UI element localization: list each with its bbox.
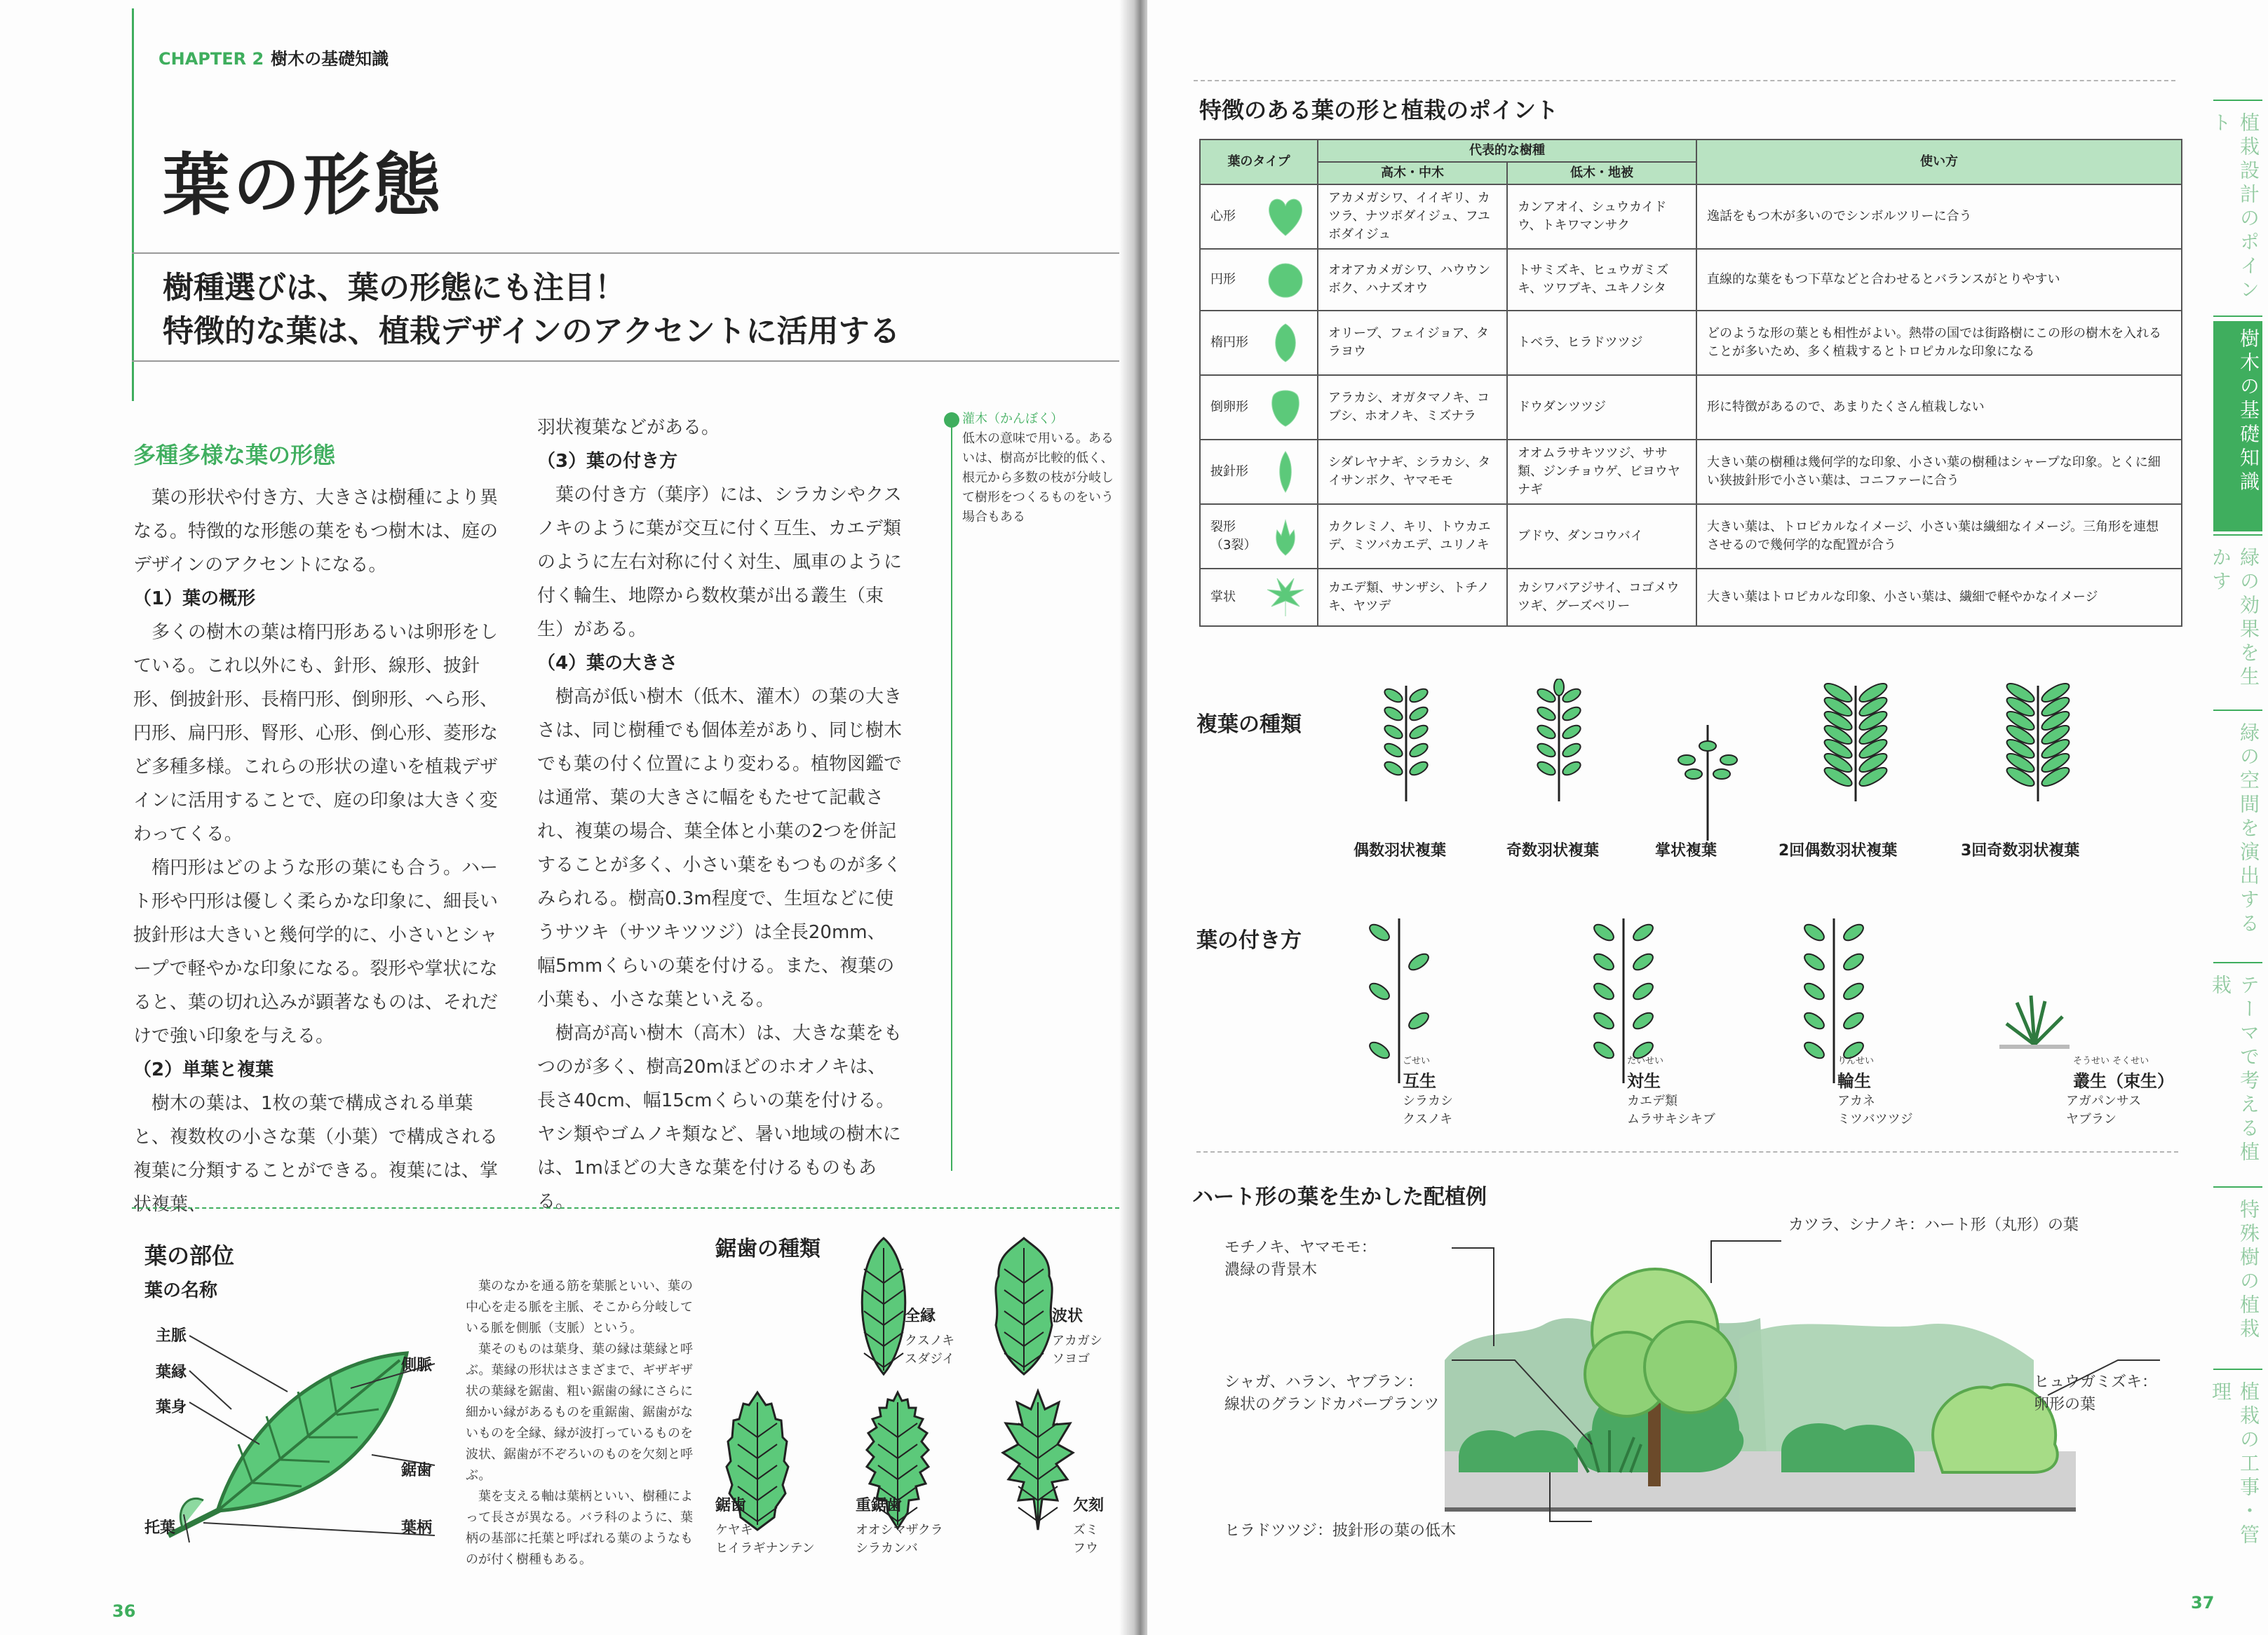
cell-use: 大きい葉の樹種は幾何学的な印象、小さい葉の樹種はシャープな印象。とくに細い狭披針形で小さい葉は、コニファーに合う: [1696, 440, 2182, 504]
label-petiole: 葉柄: [401, 1519, 433, 1537]
side-tab-separator: [2213, 534, 2262, 536]
leaf-type-wrap: [1210, 321, 1307, 365]
lead-line-2: 特徴的な葉は、植栽デザインのアクセントに活用する: [163, 313, 900, 349]
page-number-left: 36: [112, 1601, 136, 1621]
compound-leaf-icon: [1982, 679, 2094, 805]
header-representative: 代表的な樹種: [1318, 140, 1696, 162]
serration-leaf-icon: [996, 1388, 1080, 1535]
margin-note-dot: [944, 412, 959, 428]
body-paragraph: 樹木の葉は、1枚の葉で構成される単葉と、複数枚の小さな葉（小葉）で構成される複葉に分類することができる。複葉には、掌状複葉、: [133, 1093, 499, 1215]
compound-leaf-icon: [1669, 718, 1746, 844]
header-tall: 高木・中木: [1318, 162, 1507, 184]
serration-name: 欠刻: [1073, 1497, 1105, 1514]
cell-tall: カクレミノ、キリ、トウカエデ、ミツバカエデ、ユリノキ: [1318, 504, 1507, 569]
cell-use: 大きい葉はトロピカルな印象、小さい葉は、繊細で軽やかなイメージ: [1696, 569, 2182, 626]
side-tab-separator: [2213, 710, 2262, 711]
top-divider: [1194, 80, 2175, 81]
side-tab: 特殊樹の植栽: [2237, 1199, 2260, 1342]
compound-label: 奇数羽状複葉: [1506, 842, 1600, 860]
serration-examples: ケヤキ ヒイラギナンテン: [715, 1523, 815, 1556]
label-edge: 葉縁: [156, 1364, 187, 1381]
table-row: [1200, 440, 2182, 504]
body-paragraph: 多くの樹木の葉は楕円形あるいは卵形をしている。これ以外にも、針形、線形、披針形、倒披針形、長楕円形、倒卵形、へら形、円形、扁円形、腎形、心形、倒心形、菱形など多種多様。これらの形状の違いを植栽デザインに活用することで、庭の印象は大きく変わってくる。: [133, 622, 499, 845]
side-tab: 植栽の工事・管理: [2209, 1381, 2260, 1548]
cell-leaf-type: [1200, 311, 1318, 375]
leaf-type-name: 裂形 （3裂）: [1210, 520, 1257, 552]
table-row: [1200, 504, 2182, 569]
cell-tall: アカメガシワ、イイギリ、カツラ、ナツボダイジュ、フユボダイジュ: [1318, 184, 1507, 249]
cell-use: 大きい葉は、トロピカルなイメージ、小さい葉は繊細なイメージ。三角形を連想させるので幾何学的な配置が合う: [1696, 504, 2182, 569]
cell-low: カシワバアジサイ、コゴメウツギ、グーズベリー: [1507, 569, 1696, 626]
leaf-type-name: 心形: [1210, 209, 1236, 224]
body-paragraph: 楕円形はどのような形の葉にも合う。ハート形や円形は優しく柔らかな印象に、細長い披針形は大きいと幾何学的に、小さいとシャープで軽やかな印象になる。裂形や掌状になると、葉の切れ込みが顕著なものは、それだけで強い印象を与える。: [133, 857, 499, 1047]
cell-tall: カエデ類、サンザシ、トチノキ、ヤツデ: [1318, 569, 1507, 626]
margin-note-text: 低木の意味で用いる。あるいは、樹高が比較的低く、根元から多数の枝が分岐して樹形をつくるものをいう場合もある: [962, 431, 1114, 524]
cell-low: トベラ、ヒラドツツジ: [1507, 311, 1696, 375]
cell-tall: オオアカメガシワ、ハウウンボク、ハナズオウ: [1318, 249, 1507, 311]
arrangement-heading: 葉の付き方: [1196, 928, 1302, 953]
leaf-type-name: 披針形: [1210, 464, 1248, 479]
leaf-type-name: 円形: [1210, 272, 1236, 287]
cell-low: ドウダンツツジ: [1507, 375, 1696, 440]
parts-description: 葉のなかを通る筋を葉脈といい、葉の中心を走る脈を主脈、そこから分岐している脈を側脈（支脈）という。 葉そのものは葉身、葉の縁は葉縁と呼ぶ。葉縁の形状はさまざまで、ギザギザ状の葉縁を鋸歯、粗い鋸歯の縁にさらに細かい縁があるものを重鋸歯、鋸歯がないものを全縁、縁が波打っているものを波状、鋸歯が不ぞろいのものを欠刻と呼ぶ。 葉を支える軸は葉柄といい、樹種によって長さが異なる。バラ科のように、葉柄の基部に托葉と呼ばれる葉のようなものが付く樹種もある。: [466, 1279, 693, 1567]
table-heading: 特徴のある葉の形と植栽のポイント: [1199, 97, 1559, 123]
leaf-shape-icon: [1264, 195, 1307, 238]
body-subheading: （2）単葉と複葉: [133, 1059, 274, 1080]
chapter-header: [158, 45, 389, 69]
leaf-type-wrap: [1210, 258, 1307, 301]
arrangement-ruby: りんせい: [1837, 1056, 1875, 1066]
lower-box-divider: [132, 1207, 1119, 1209]
leaf-type-wrap: [1210, 576, 1307, 619]
chapter-title: 樹木の基礎知識: [271, 49, 389, 69]
cell-use: 直線的な葉をもつ下草などと合わせるとバランスがとりやすい: [1696, 249, 2182, 311]
body-paragraph: 葉の付き方（葉序）には、シラカシやクスノキのように葉が交互に付く互生、カエデ類のように左右対称に付く対生、風車のように付く輪生、地際から数枚葉が出る叢生（束生）がある。: [537, 484, 903, 640]
table-row: [1200, 184, 2182, 249]
leaf-shape-icon: [1264, 576, 1307, 619]
cell-tall: シダレヤナギ、シラカシ、タイサンボク、ヤマモモ: [1318, 440, 1507, 504]
body-subheading: （4）葉の大きさ: [537, 653, 678, 674]
parts-heading: 葉の部位: [144, 1242, 235, 1269]
body-paragraph: 羽状複葉などがある。: [537, 417, 720, 438]
compound-leaf-icon: [1800, 679, 1912, 805]
serration-examples: オオシマザクラ シラカンバ: [856, 1523, 943, 1556]
cell-leaf-type: [1200, 249, 1318, 311]
label-background-tree: モチノキ、ヤマモモ： 濃緑の背景木: [1224, 1239, 1377, 1279]
arrangement-ruby: たいせい: [1627, 1056, 1664, 1066]
leaf-shape-icon: [1264, 321, 1307, 365]
side-tab-separator: [2213, 100, 2262, 101]
arrangement-examples: シラカシ クスノキ: [1403, 1094, 1453, 1127]
leaf-type-wrap: [1210, 195, 1307, 238]
body-column-2: [537, 411, 902, 1219]
arrangement-ruby: ごせい: [1403, 1056, 1431, 1066]
label-stipule: 托葉: [144, 1519, 176, 1537]
cell-leaf-type: [1200, 569, 1318, 626]
label-ground-cover: シャガ、ハラン、ヤブラン： 線状のグランドカバープランツ: [1224, 1373, 1440, 1413]
label-side-vein: 側脈: [401, 1357, 433, 1374]
table-row: [1200, 569, 2182, 626]
margin-note-line: [951, 419, 952, 1171]
margin-note: [962, 409, 1118, 527]
margin-note-title: 灌木（かんぼく）: [962, 412, 1063, 426]
table-row: [1200, 249, 2182, 311]
serration-name: 鋸歯: [715, 1497, 747, 1514]
serration-examples: ズミ フウ: [1073, 1523, 1098, 1556]
lead-divider: [132, 360, 1119, 362]
leaf-shape-icon: [1264, 258, 1307, 301]
compound-leaf-icon: [1368, 679, 1445, 805]
chapter-label: CHAPTER 2: [158, 49, 264, 69]
page-title: 葉の形態: [163, 146, 443, 224]
cell-use: 形に特徴があるので、あまりたくさん植栽しない: [1696, 375, 2182, 440]
cell-low: オオムラサキツツジ、ササ類、ジンチョウゲ、ビヨウヤナギ: [1507, 440, 1696, 504]
compound-label: 2回偶数羽状複葉: [1778, 842, 1898, 860]
arrangement-examples: カエデ類 ムラサキシキブ: [1627, 1094, 1715, 1127]
side-tab-separator: [2213, 1369, 2262, 1370]
lead-text: [163, 266, 900, 353]
title-accent-line: [132, 8, 134, 401]
arrangement-name: 輪生: [1837, 1071, 1871, 1091]
planting-heading: ハート形の葉を生かした配植例: [1192, 1185, 1487, 1209]
side-tab-separator: [2213, 316, 2262, 317]
cell-low: カンアオイ、シュウカイドウ、トキワマンサク: [1507, 184, 1696, 249]
side-tab: 緑の効果を生かす: [2209, 547, 2260, 690]
cell-leaf-type: [1200, 375, 1318, 440]
header-usage: 使い方: [1696, 140, 2182, 184]
leaf-type-name: 楕円形: [1210, 335, 1248, 350]
cell-leaf-type: [1200, 440, 1318, 504]
cell-low: トサミズキ、ヒュウガミズキ、ツワブキ、ユキノシタ: [1507, 249, 1696, 311]
cell-low: ブドウ、ダンコウバイ: [1507, 504, 1696, 569]
arrangement-name: 互生: [1403, 1071, 1436, 1091]
cell-tall: アラカシ、オガタマノキ、コブシ、ホオノキ、ミズナラ: [1318, 375, 1507, 440]
serration-examples: クスノキ スダジイ: [905, 1334, 955, 1366]
body-subheading: （3）葉の付き方: [537, 451, 678, 472]
left-page: [0, 0, 1130, 1635]
compound-label: 掌状複葉: [1655, 842, 1717, 860]
leaf-shape-icon: [1264, 386, 1307, 429]
body-subheading: （1）葉の概形: [133, 588, 256, 609]
body-paragraph: 樹高が高い樹木（高木）は、大きな葉をもつのが多く、樹高20mほどのホオノキは、長さ40cm、幅15cmくらいの葉を付ける。ヤシ類やゴムノキ類など、暑い地域の樹木には、1mほどの大きな葉を付けるものもある。: [537, 1023, 903, 1212]
label-heart-leaf-tree: カツラ、シナノキ：ハート形（丸形）の葉: [1788, 1216, 2079, 1234]
leaf-type-name: 掌状: [1210, 590, 1236, 604]
leaf-type-wrap: [1210, 515, 1307, 558]
label-blade: 葉身: [156, 1399, 187, 1416]
side-tab-separator: [2213, 962, 2262, 963]
arrangement-name: 対生: [1627, 1071, 1661, 1091]
serration-name: 重鋸歯: [856, 1497, 903, 1514]
cell-use: 逸話をもつ木が多いのでシンボルツリーに合う: [1696, 184, 2182, 249]
serration-heading: 鋸歯の種類: [715, 1237, 821, 1261]
compound-leaf-icon: [1520, 679, 1598, 805]
cell-tall: オリーブ、フェイジョア、タラヨウ: [1318, 311, 1507, 375]
section-heading: 多種多様な葉の形態: [133, 442, 336, 468]
serration-name: 波状: [1052, 1308, 1084, 1325]
cell-leaf-type: [1200, 504, 1318, 569]
serration-examples: アカガシ ソヨゴ: [1052, 1334, 1102, 1366]
parts-subheading: 葉の名称: [144, 1280, 218, 1301]
header-leaf-type: 葉のタイプ: [1200, 140, 1318, 184]
label-main-vein: 主脈: [156, 1327, 187, 1345]
title-divider: [132, 252, 1119, 254]
serration-name: 全縁: [905, 1308, 936, 1325]
side-tab: テーマで考える植栽: [2209, 975, 2260, 1165]
lead-line-1: 樹種選びは、葉の形態にも注目！: [163, 270, 626, 306]
arrangement-name: 叢生（束生）: [2073, 1071, 2174, 1091]
leaf-shape-icon: [1264, 515, 1307, 558]
page-number-right: 37: [2191, 1593, 2215, 1613]
compound-heading: 複葉の種類: [1196, 712, 1302, 737]
leaf-type-name: 倒卵形: [1210, 400, 1248, 414]
cell-leaf-type: [1200, 184, 1318, 249]
side-tab: 植栽設計のポイント: [2209, 112, 2260, 303]
arrangement-examples: アカネ ミツバツツジ: [1837, 1094, 1913, 1127]
leaf-type-table: [1199, 139, 2182, 627]
compound-label: 3回奇数羽状複葉: [1961, 842, 2080, 860]
body-paragraph: 樹高が低い樹木（低木、灌木）の葉の大きさは、同じ樹種でも個体差があり、同じ樹木でも葉の付く位置により変わる。植物図鑑では通常、葉の大きさに幅をもたせて記載され、複葉の場合、葉全体と小葉の2つを併記することが多く、小さい葉をもつものが多くみられる。樹高0.3m程度で、生垣などに使うサツキ（サツキツツジ）は全長20mm、幅5mmくらいの葉を付ける。また、複葉の小葉も、小さな葉といえる。: [537, 686, 903, 1010]
leaf-type-wrap: [1210, 450, 1307, 494]
cell-use: どのような形の葉とも相性がよい。熱帯の国では街路樹にこの形の樹木を入れることが多いため、多く植栽するとトロピカルな印象になる: [1696, 311, 2182, 375]
label-low-shrub: ヒラドツツジ：披針形の葉の低木: [1224, 1522, 1457, 1540]
arrangement-examples: アガパンサス ヤブラン: [2066, 1094, 2142, 1127]
leaf-type-wrap: [1210, 386, 1307, 429]
label-teeth: 鋸歯: [401, 1462, 433, 1479]
planting-divider: [1196, 1151, 2178, 1153]
label-oval-shrub: ヒュウガミズキ： 卵形の葉: [2034, 1373, 2158, 1413]
side-tab: 樹木の基礎知識: [2213, 321, 2262, 531]
arrangement-icon: [1996, 989, 2073, 1164]
table-row: [1200, 375, 2182, 440]
body-column-1: [133, 481, 498, 1221]
body-paragraph: 葉の形状や付き方、大きさは樹種により異なる。特徴的な形態の葉をもつ樹木は、庭のデザインのアクセントになる。: [133, 487, 499, 576]
leaf-shape-icon: [1264, 450, 1307, 494]
compound-label: 偶数羽状複葉: [1354, 842, 1447, 860]
side-tab-separator: [2213, 1186, 2262, 1188]
arrangement-ruby: そうせい そくせい: [2073, 1056, 2149, 1066]
side-tab: 緑の空間を演出する: [2237, 722, 2260, 937]
table-row: [1200, 311, 2182, 375]
header-low: 低木・地被: [1507, 162, 1696, 184]
